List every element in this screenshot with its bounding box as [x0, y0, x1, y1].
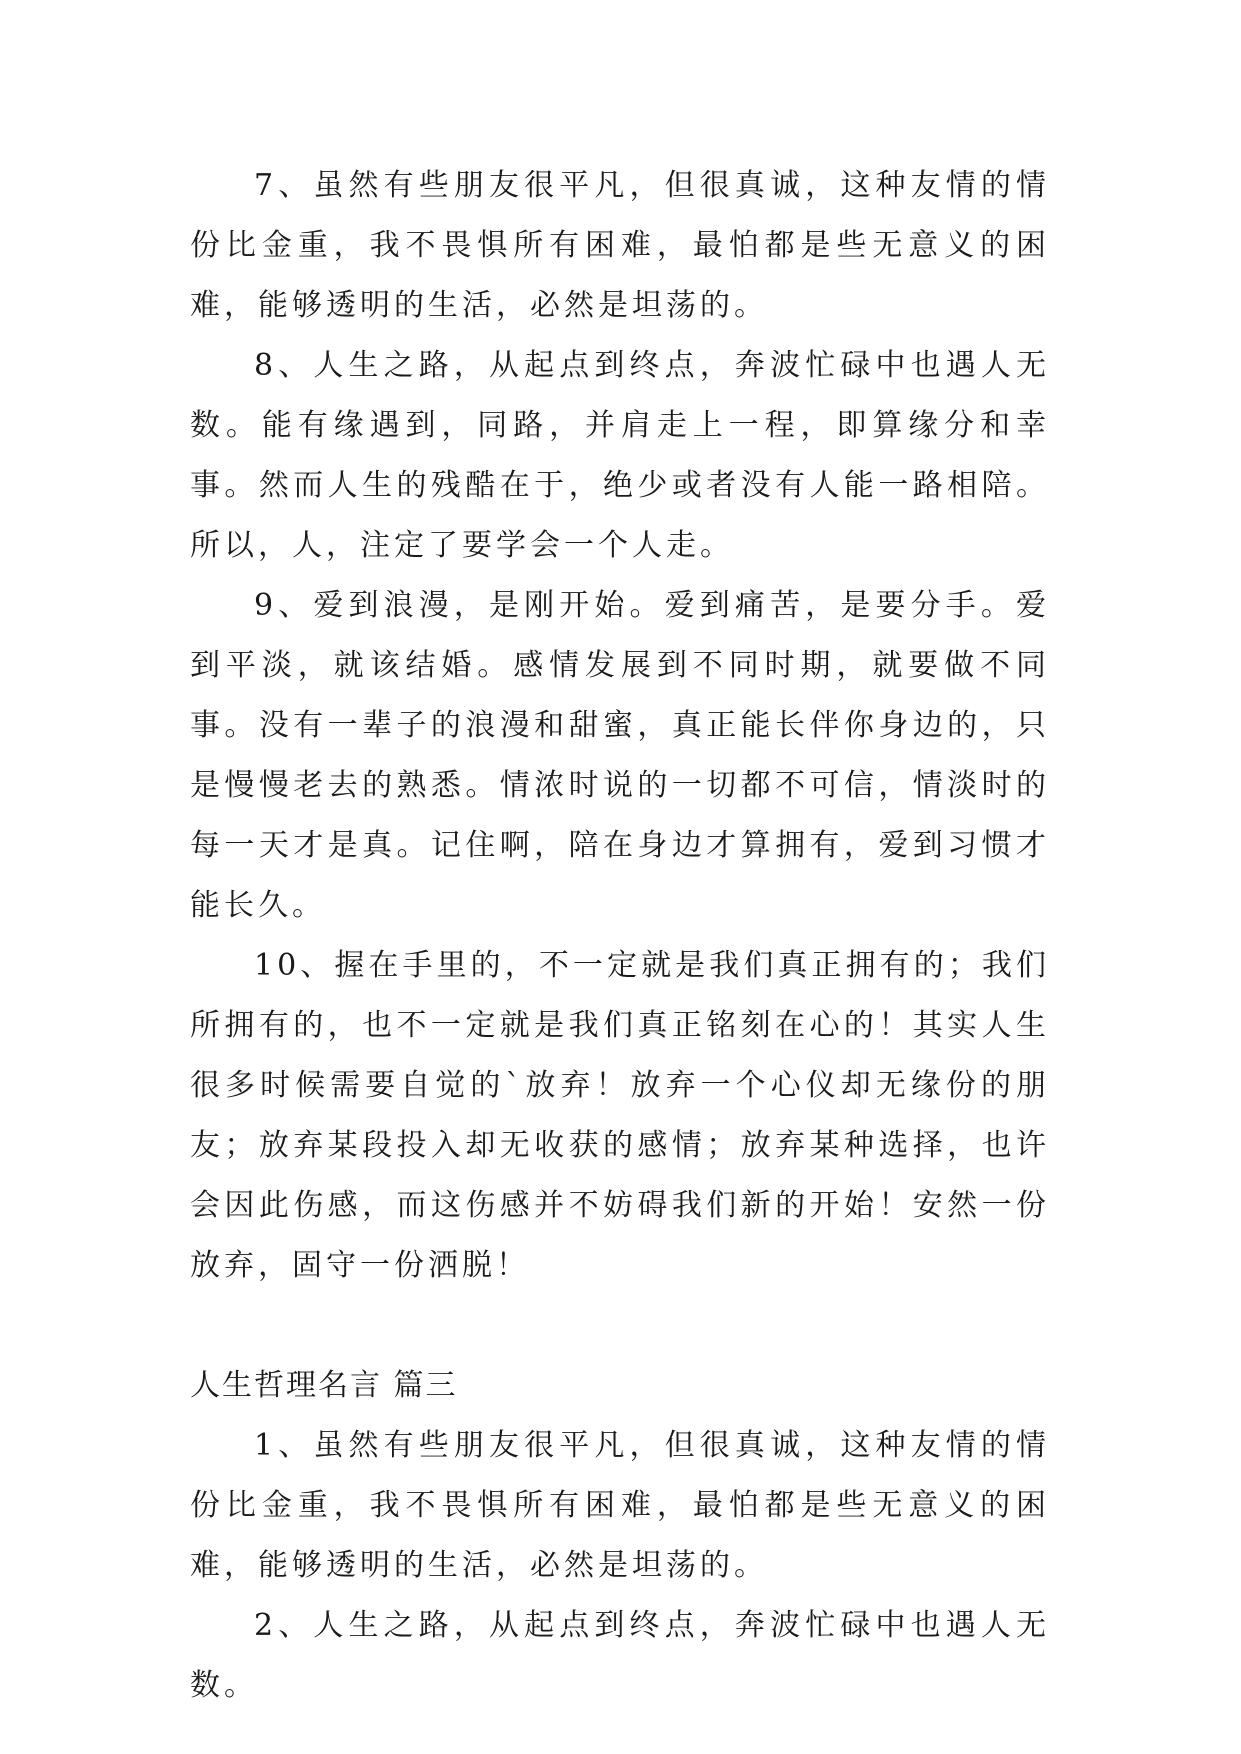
quote-paragraph-10: 10、握在手里的，不一定就是我们真正拥有的；我们所拥有的，也不一定就是我们真正铭刻在心的！其实人生很多时候需要自觉的`放弃！放弃一个心仪却无缘份的朋友；放弃某段投入却无收获的感情；放弃某种选择，也许会因此伤感，而这伤感并不妨碍我们新的开始！安然一份放弃，固守一份洒脱！	[190, 948, 1050, 1283]
quote-paragraph-9: 9、爱到浪漫，是刚开始。爱到痛苦，是要分手。爱到平淡，就该结婚。感情发展到不同时期，就要做不同事。没有一辈子的浪漫和甜蜜，真正能长伴你身边的，只是慢慢老去的熟悉。情浓时说的一切都不可信，情淡时的每一天才是真。记住啊，陪在身边才算拥有，爱到习惯才能长久。	[190, 588, 1050, 923]
quote-paragraph-7: 7、虽然有些朋友很平凡，但很真诚，这种友情的情份比金重，我不畏惧所有困难，最怕都是些无意义的困难，能够透明的生活，必然是坦荡的。	[190, 168, 1050, 323]
document-body	[190, 156, 1050, 1716]
quote-paragraph-1: 1、虽然有些朋友很平凡，但很真诚，这种友情的情份比金重，我不畏惧所有困难，最怕都是些无意义的困难，能够透明的生活，必然是坦荡的。	[190, 1428, 1050, 1583]
quote-paragraph-2: 2、人生之路，从起点到终点，奔波忙碌中也遇人无数。	[190, 1608, 1050, 1703]
quote-paragraph-8: 8、人生之路，从起点到终点，奔波忙碌中也遇人无数。能有缘遇到，同路，并肩走上一程，即算缘分和幸事。然而人生的残酷在于，绝少或者没有人能一路相陪。所以，人，注定了要学会一个人走。	[190, 348, 1050, 563]
section-title: 人生哲理名言 篇三	[190, 1368, 458, 1403]
